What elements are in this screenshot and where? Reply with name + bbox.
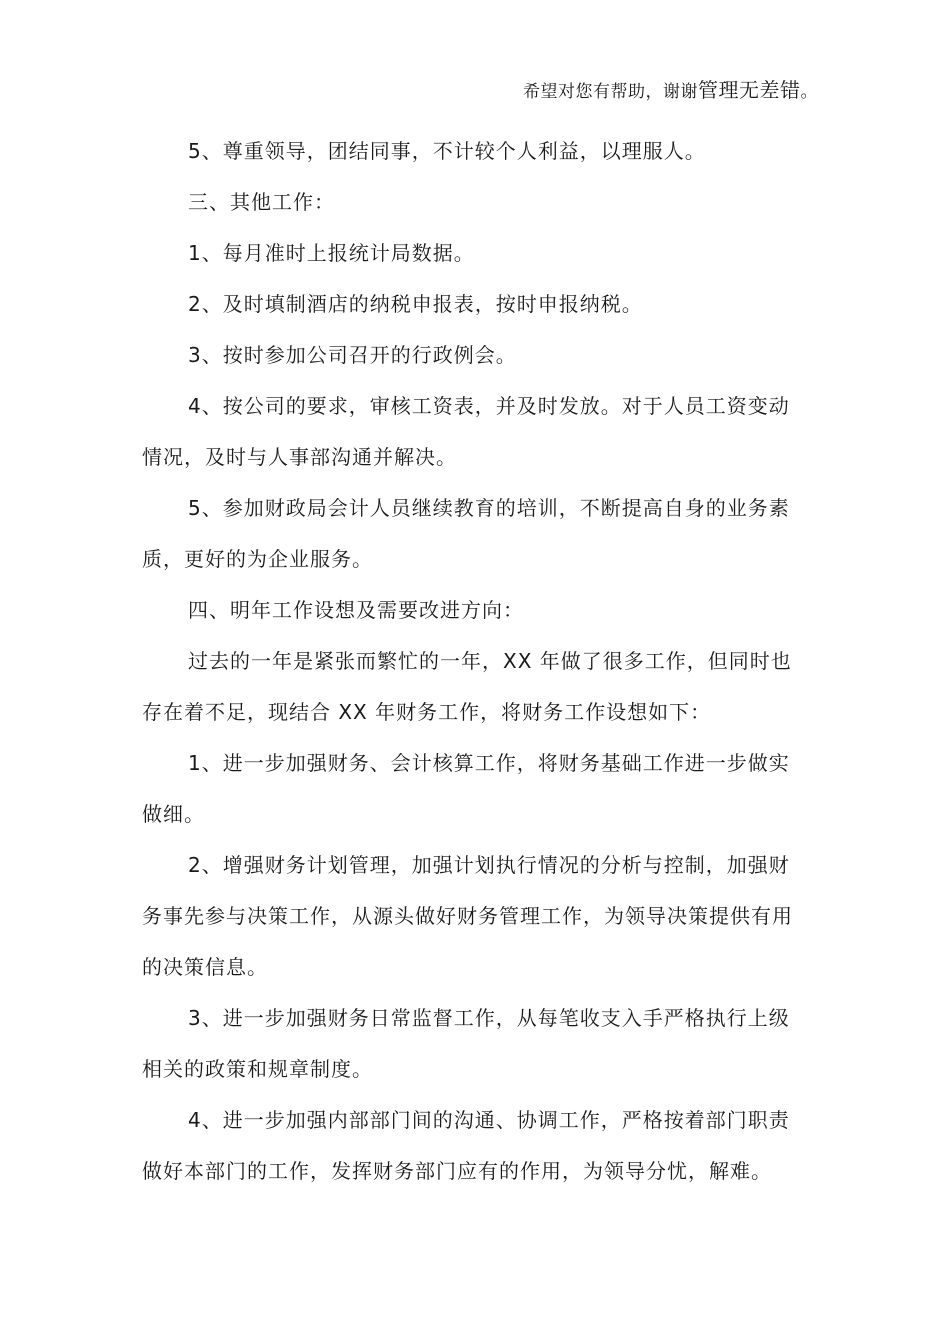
paragraph-item-1-statistics bbox=[142, 228, 802, 279]
paragraph-line: 4、按公司的要求，审核工资表，并及时发放。对于人员工资变动 bbox=[188, 394, 790, 418]
paragraph-line: 三、其他工作： bbox=[188, 190, 335, 214]
paragraph-item-2-tax bbox=[142, 279, 802, 330]
paragraph-item-5-training bbox=[142, 483, 802, 585]
paragraph-item-3-meeting bbox=[142, 330, 802, 381]
paragraph-line: 务事先参与决策工作，从源头做好财务管理工作，为领导决策提供有用 bbox=[142, 904, 793, 928]
paragraph-line: 5、尊重领导，团结同事，不计较个人利益，以理服人。 bbox=[188, 139, 706, 163]
paragraph-line: 5、参加财政局会计人员继续教育的培训，不断提高自身的业务素 bbox=[188, 496, 790, 520]
section-heading-other-work bbox=[142, 177, 802, 228]
paragraph-line: 4、进一步加强内部部门间的沟通、协调工作，严格按着部门职责 bbox=[188, 1108, 790, 1132]
header-note bbox=[523, 76, 818, 106]
paragraph-line: 1、每月准时上报统计局数据。 bbox=[188, 241, 475, 265]
paragraph-line: 质，更好的为企业服务。 bbox=[142, 547, 373, 571]
paragraph-plan-1-accounting bbox=[142, 738, 802, 840]
paragraph-line: 四、明年工作设想及需要改进方向： bbox=[188, 598, 524, 622]
section-heading-next-year bbox=[142, 585, 802, 636]
paragraph-plan-2-planning bbox=[142, 840, 802, 993]
paragraph-line: 2、及时填制酒店的纳税申报表，按时申报纳税。 bbox=[188, 292, 643, 316]
paragraph-line: 3、按时参加公司召开的行政例会。 bbox=[188, 343, 517, 367]
paragraph-line: 相关的政策和规章制度。 bbox=[142, 1057, 373, 1081]
paragraph-line: 过去的一年是紧张而繁忙的一年，XX 年做了很多工作，但同时也 bbox=[188, 649, 792, 673]
paragraph-line: 的决策信息。 bbox=[142, 955, 268, 979]
header-note-prefix: 希望对您有帮助，谢谢 bbox=[523, 82, 698, 102]
paragraph-line: 做好本部门的工作，发挥财务部门应有的作用，为领导分忧，解难。 bbox=[142, 1159, 772, 1183]
paragraph-line: 做细。 bbox=[142, 802, 205, 826]
paragraph-line: 1、进一步加强财务、会计核算工作，将财务基础工作进一步做实 bbox=[188, 751, 790, 775]
paragraph-line: 存在着不足，现结合 XX 年财务工作，将财务工作设想如下： bbox=[142, 700, 712, 724]
header-note-emphasis: 管理无差错 bbox=[698, 78, 801, 102]
paragraph-line: 情况，及时与人事部沟通并解决。 bbox=[142, 445, 457, 469]
paragraph-item-4-payroll bbox=[142, 381, 802, 483]
document-body bbox=[142, 126, 802, 1197]
paragraph-plan-4-communication bbox=[142, 1095, 802, 1197]
paragraph-item-5-respect bbox=[142, 126, 802, 177]
paragraph-intro-review bbox=[142, 636, 802, 738]
header-note-suffix: 。 bbox=[800, 82, 818, 102]
paragraph-line: 2、增强财务计划管理，加强计划执行情况的分析与控制，加强财 bbox=[188, 853, 790, 877]
paragraph-line: 3、进一步加强财务日常监督工作，从每笔收支入手严格执行上级 bbox=[188, 1006, 790, 1030]
paragraph-plan-3-supervision bbox=[142, 993, 802, 1095]
